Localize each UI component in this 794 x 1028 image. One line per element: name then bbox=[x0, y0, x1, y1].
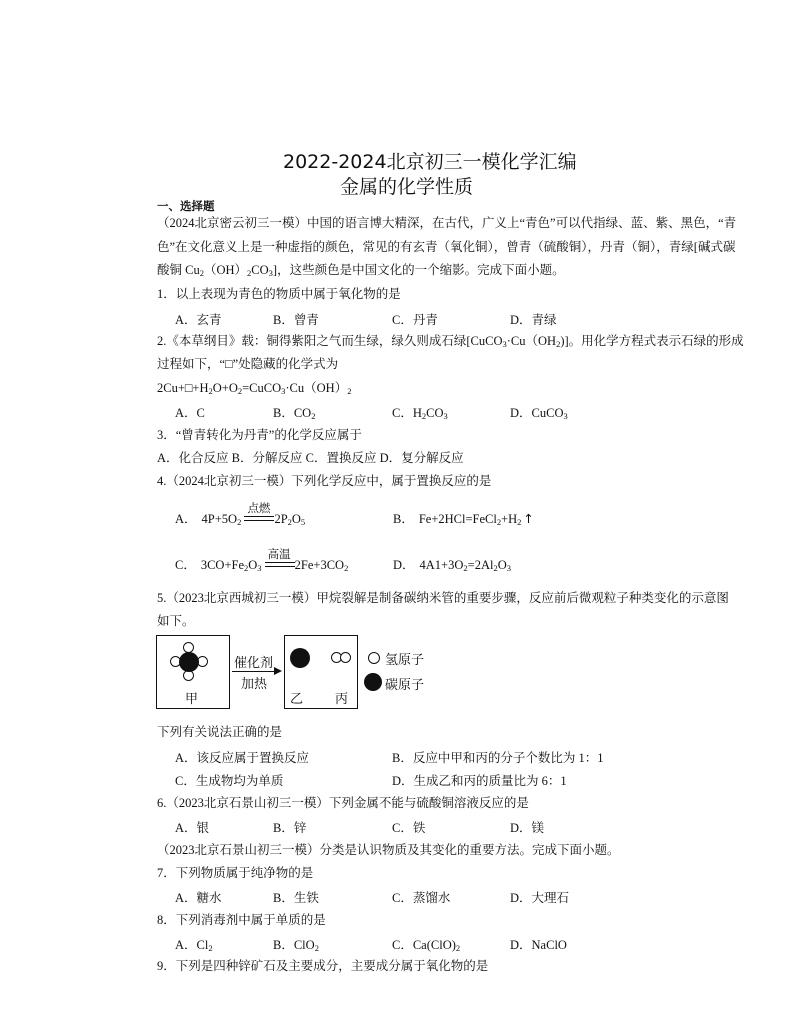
intro-2: （2023北京石景山初三一模）分类是认识物质及其变化的重要方法。完成下面小题。 bbox=[157, 843, 620, 857]
q1-option-a[interactable]: A．玄青 bbox=[175, 313, 222, 327]
q4-option-c[interactable]: C． $3CO+Fe_2O_3$ 高温 $2Fe+3CO_2$ bbox=[175, 547, 349, 573]
question-2-equation: $2Cu+□+H_2O+O_2=CuCO_3\cdot Cu(OH)_2$ bbox=[157, 381, 352, 396]
q4-option-d[interactable]: D． $4A1+3O_2=2Al_2O_3$ bbox=[393, 558, 511, 573]
question-5-line-2: 如下。 bbox=[157, 614, 195, 628]
q8-option-d[interactable]: D．NaClO bbox=[510, 938, 567, 952]
legend-hydrogen-label: 氢原子 bbox=[385, 653, 425, 668]
q5-option-d[interactable]: D．生成乙和丙的质量比为 6：1 bbox=[392, 774, 567, 788]
condition-arrow bbox=[265, 547, 295, 571]
q2-text: ·Cu（OH bbox=[506, 334, 557, 348]
label-bing: 丙 bbox=[335, 692, 349, 707]
product-box bbox=[284, 635, 358, 709]
q8-option-c[interactable]: C．$Ca(ClO)_2$ bbox=[392, 938, 461, 953]
intro-text: ]，这些颜色是中国文化的一个缩影。完成下面小题。 bbox=[272, 263, 565, 277]
reaction-arrow bbox=[232, 671, 276, 672]
q2-option-a[interactable]: A．C bbox=[175, 406, 205, 420]
q5-option-a[interactable]: A．该反应属于置换反应 bbox=[175, 751, 310, 765]
condition-label: 点燃 bbox=[247, 501, 271, 516]
q2-option-d[interactable]: D．CuCO$_3$ bbox=[510, 406, 568, 421]
q8-option-a[interactable]: A．$Cl_2$ bbox=[175, 938, 213, 953]
q2-option-b[interactable]: B．$CO_2$ bbox=[273, 406, 316, 421]
section-heading: 一、选择题 bbox=[157, 201, 215, 213]
q2-eq: 2Cu+□+H bbox=[157, 381, 209, 395]
q7-option-c[interactable]: C．蒸馏水 bbox=[392, 891, 451, 905]
q7-option-a[interactable]: A．糖水 bbox=[175, 891, 222, 905]
question-1-stem: 1．以上表现为青色的物质中属于氧化物的是 bbox=[157, 287, 401, 301]
legend-hydrogen-icon bbox=[368, 652, 380, 664]
document-title: 2022-2024北京初三一模化学汇编 bbox=[283, 151, 577, 173]
legend-carbon-label: 碳原子 bbox=[385, 678, 425, 693]
condition-label: 高温 bbox=[267, 547, 291, 562]
q6-option-b[interactable]: B．锌 bbox=[273, 821, 307, 835]
q2-text: )]。用化学方程式表示石绿的形成 bbox=[560, 334, 744, 348]
intro-line-3: 酸铜 $Cu_2(OH)_2CO_3$]，这些颜色是中国文化的一个缩影。完成下面小题。 bbox=[157, 263, 565, 278]
question-2-line-2: 过程如下，“□”处隐藏的化学式为 bbox=[157, 357, 339, 371]
intro-line-2: 色”在文化意义上是一种虚指的颜色，常见的有玄青（氧化铜），曾青（硫酸铜），丹青（铜），青绿[碱式碳 bbox=[157, 240, 736, 254]
q5-option-c[interactable]: C．生成物均为单质 bbox=[175, 774, 284, 788]
intro-text: CO bbox=[251, 263, 269, 277]
double-bar bbox=[265, 562, 295, 567]
carbon-atom-icon bbox=[290, 648, 310, 668]
arrow-head-icon bbox=[274, 667, 282, 675]
q2-option-c[interactable]: C．$H_2CO_3$ bbox=[392, 406, 448, 421]
intro-line-1: （2024北京密云初三一模）中国的语言博大精深，在古代，广义上“青色”可以代指绿、蓝、紫、黑色，“青 bbox=[157, 216, 737, 230]
question-3-stem: 3．“曾青转化为丹青”的化学反应属于 bbox=[157, 428, 362, 442]
reactant-box bbox=[156, 635, 230, 709]
legend-carbon-icon bbox=[364, 673, 382, 691]
question-2-line-1: 2.《本草纲目》载：铜得紫阳之气而生绿，绿久则成石绿$[CuCO_3\cdot Cu(OH_2)]$。用化学方程式表示石绿的形成 bbox=[157, 334, 744, 349]
q7-option-b[interactable]: B．生铁 bbox=[273, 891, 319, 905]
label-yi: 乙 bbox=[290, 692, 304, 707]
q3-options[interactable]: A．化合反应 B．分解反应 C．置换反应 D．复分解反应 bbox=[157, 451, 464, 465]
q1-option-d[interactable]: D．青绿 bbox=[510, 313, 557, 327]
q6-option-c[interactable]: C．铁 bbox=[392, 821, 426, 835]
q5-option-b[interactable]: B．反应中甲和丙的分子个数比为 1：1 bbox=[392, 751, 604, 765]
q2-eq: ·Cu（OH） bbox=[285, 381, 348, 395]
q7-option-d[interactable]: D．大理石 bbox=[510, 891, 570, 905]
question-5-line-1: 5.（2023北京西城初三一模）甲烷裂解是制备碳纳米管的重要步骤，反应前后微观粒子种类变化的示意图 bbox=[157, 591, 729, 605]
q2-eq: O+O bbox=[212, 381, 238, 395]
q4-option-b[interactable]: B． $Fe+2HCl=FeCl_2+H_2$ ↑ bbox=[393, 511, 534, 527]
q1-option-b[interactable]: B．曾青 bbox=[273, 313, 319, 327]
q2-eq: =CuCO bbox=[242, 381, 282, 395]
condition-arrow bbox=[244, 501, 274, 525]
arrow-condition-bottom: 加热 bbox=[241, 677, 268, 692]
arrow-condition-top: 催化剂 bbox=[234, 656, 274, 671]
question-8-stem: 8．下列消毒剂中属于单质的是 bbox=[157, 913, 326, 927]
question-7-stem: 7．下列物质属于纯净物的是 bbox=[157, 866, 314, 880]
intro-text: （OH） bbox=[203, 263, 248, 277]
q4-option-a[interactable]: A． $4P+5O_2$ 点燃 $2P_2O_5$ bbox=[175, 501, 306, 527]
document-subtitle: 金属的化学性质 bbox=[340, 176, 474, 198]
question-9-stem: 9．下列是四种锌矿石及主要成分，主要成分属于氧化物的是 bbox=[157, 959, 489, 973]
q6-option-a[interactable]: A．银 bbox=[175, 821, 210, 835]
q6-option-d[interactable]: D．镁 bbox=[510, 821, 545, 835]
question-4-stem: 4.（2024北京初三一模）下列化学反应中，属于置换反应的是 bbox=[157, 474, 492, 488]
question-5-stem: 下列有关说法正确的是 bbox=[157, 725, 283, 739]
hydrogen-atom-icon bbox=[340, 652, 351, 663]
double-bar bbox=[244, 516, 274, 521]
intro-text: 酸铜 Cu bbox=[157, 263, 200, 277]
q2-text: 2.《本草纲目》载：铜得紫阳之气而生绿，绿久则成石绿[CuCO bbox=[157, 334, 503, 348]
q8-option-b[interactable]: B．ClO$_2$ bbox=[273, 938, 319, 953]
carbon-atom-icon bbox=[179, 652, 199, 672]
label-jia: 甲 bbox=[185, 692, 199, 707]
gas-arrow-icon: ↑ bbox=[523, 511, 534, 526]
question-6-stem: 6.（2023北京石景山初三一模）下列金属不能与硫酸铜溶液反应的是 bbox=[157, 796, 529, 810]
q1-option-c[interactable]: C．丹青 bbox=[392, 313, 438, 327]
